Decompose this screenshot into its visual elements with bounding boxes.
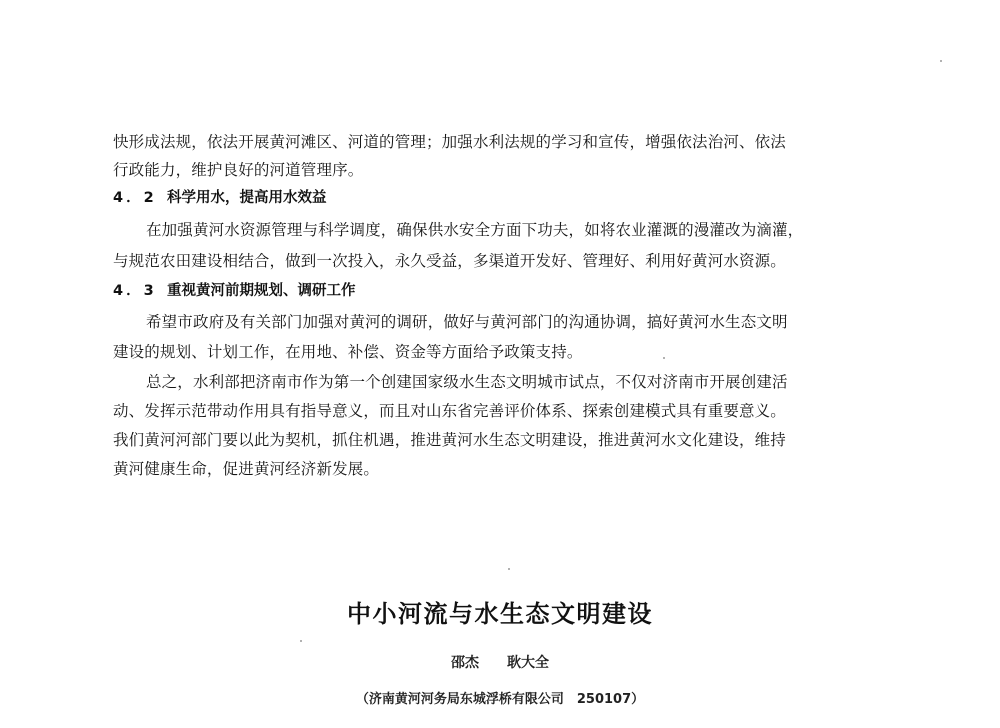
paragraph-line: 希望市政府及有关部门加强对黄河的调研，做好与黄河部门的沟通协调，搞好黄河水生态文明 xyxy=(146,313,788,331)
section-title: 科学用水，提高用水效益 xyxy=(167,190,327,206)
scan-speck xyxy=(663,357,665,359)
section-heading-4-3 xyxy=(0,279,1000,303)
author-name: 耿大全 xyxy=(507,655,549,671)
paragraph-line: 动、发挥示范带动作用具有指导意义，而且对山东省完善评价体系、探索创建模式具有重要意义。 xyxy=(113,402,786,420)
paragraph-line: 快形成法规，依法开展黄河滩区、河道的管理；加强水利法规的学习和宣传，增强依法治河、依法 xyxy=(113,133,786,151)
paragraph-line: 黄河健康生命，促进黄河经济新发展。 xyxy=(113,460,380,478)
section-heading-4-2 xyxy=(0,186,1000,210)
article-authors xyxy=(0,652,1000,672)
section-number: 4．2 xyxy=(113,190,157,206)
paragraph-line: 总之，水利部把济南市作为第一个创建国家级水生态文明城市试点，不仅对济南市开展创建活 xyxy=(146,373,788,391)
author-name: 邵杰 xyxy=(451,655,479,671)
paragraph-line: 行政能力，维护良好的河道管理序。 xyxy=(113,161,364,179)
paragraph-line: 建设的规划、计划工作，在用地、补偿、资金等方面给予政策支持。 xyxy=(113,343,583,361)
paragraph-line: 我们黄河河部门要以此为契机，抓住机遇，推进黄河水生态文明建设，推进黄河水文化建设，维持 xyxy=(113,431,786,449)
scan-speck xyxy=(940,60,942,62)
section-title: 重视黄河前期规划、调研工作 xyxy=(167,283,356,299)
paragraph-line: 与规范农田建设相结合，做到一次投入，永久受益，多渠道开发好、管理好、利用好黄河水资源。 xyxy=(113,252,786,270)
author-affiliation: （济南黄河河务局东城浮桥有限公司 250107） xyxy=(355,692,645,707)
paragraph-line: 在加强黄河水资源管理与科学调度，确保供水安全方面下功夫，如将农业灌溉的漫灌改为滴灌， xyxy=(146,221,804,239)
scan-speck xyxy=(300,640,302,642)
scan-speck xyxy=(508,568,510,570)
article-title: 中小河流与水生态文明建设 xyxy=(347,600,653,628)
section-number: 4．3 xyxy=(113,283,157,299)
